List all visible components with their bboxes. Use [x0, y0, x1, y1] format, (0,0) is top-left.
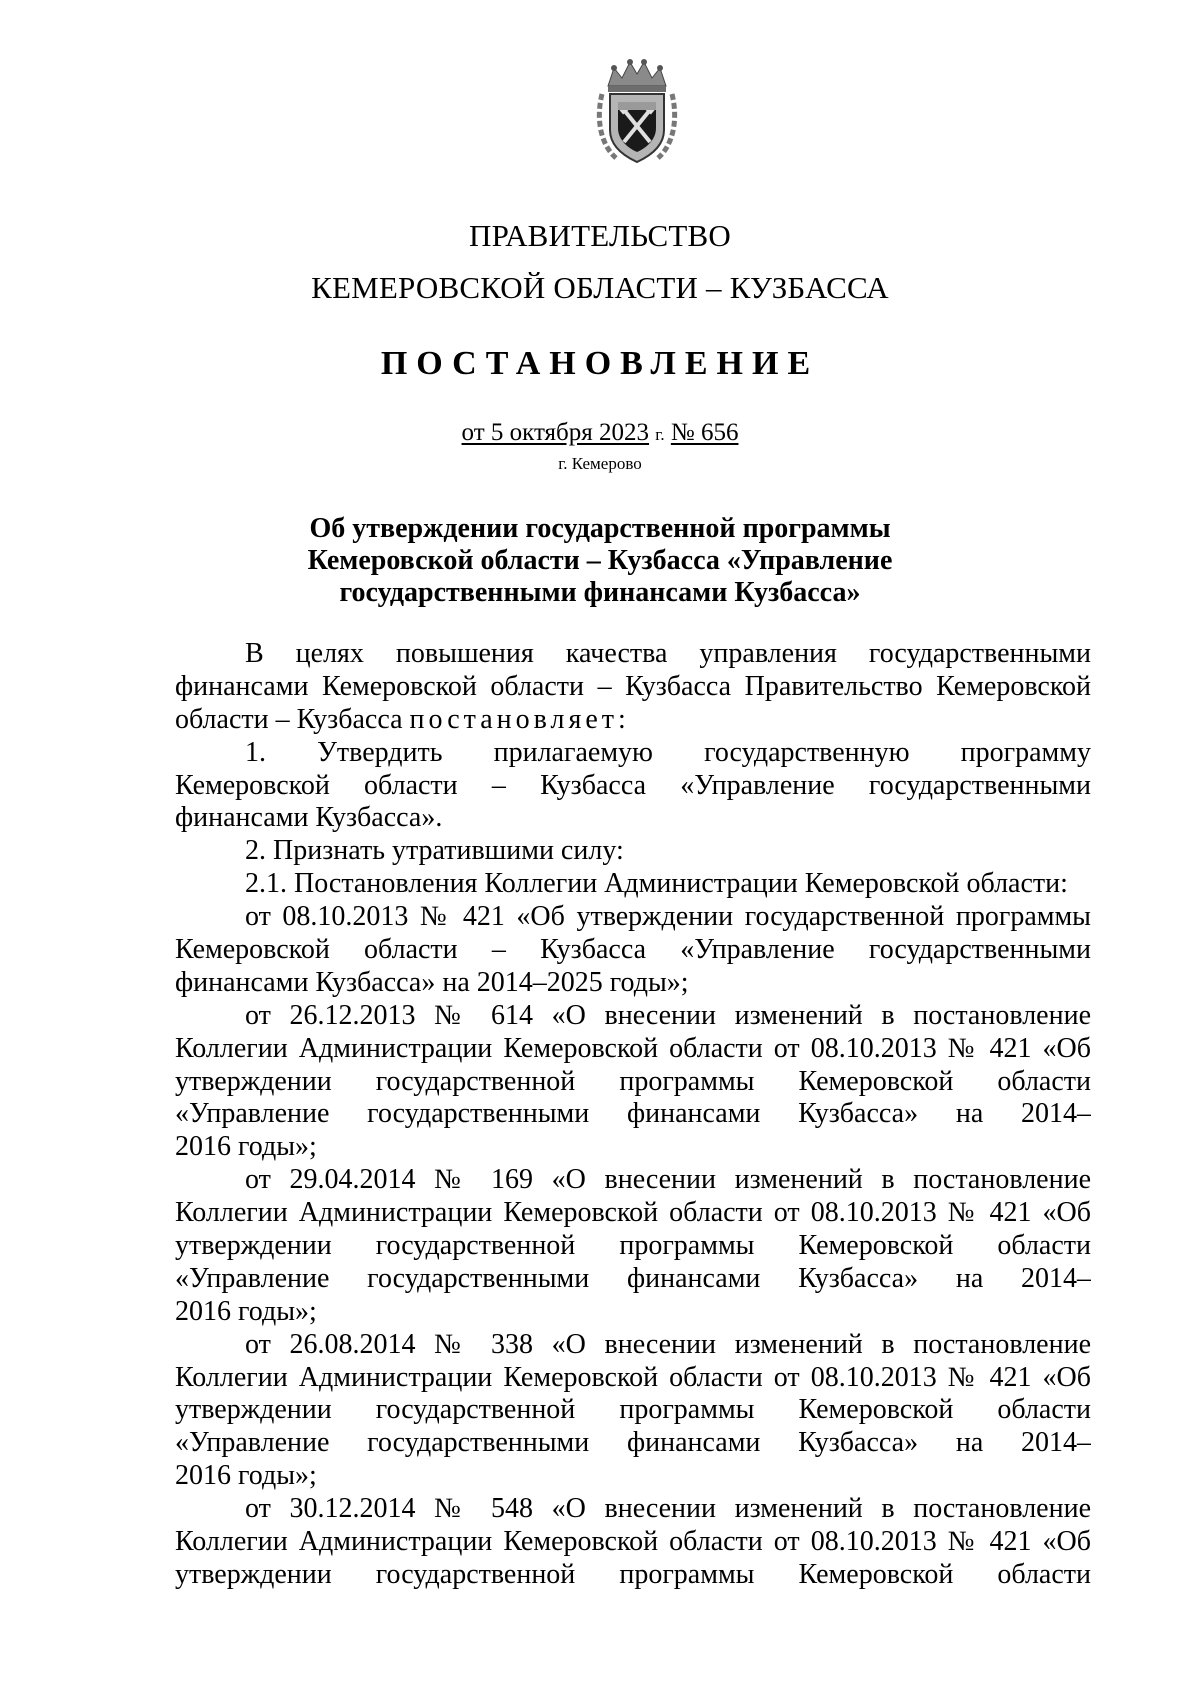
subject-line: Об утверждении государственной программы [309, 513, 891, 544]
kuzbass-coat-of-arms-icon [594, 58, 680, 166]
body-line: Коллегии Администрации Кемеровской области от 08.10.2013 № 421 «Об [175, 1526, 1091, 1558]
subject-line: государственными финансами Кузбасса» [339, 577, 861, 608]
body-text: области – Кузбасса [175, 703, 403, 735]
body-line: утверждении государственной программы Кемеровской области [175, 1394, 1091, 1426]
body-line: финансами Кузбасса». [175, 802, 443, 834]
document-type: ПОСТАНОВЛЕНИЕ [380, 345, 820, 382]
body-line: «Управление государственными финансами Кузбасса» на 2014– [175, 1098, 1091, 1130]
body-line: «Управление государственными финансами Кузбасса» на 2014– [175, 1427, 1091, 1459]
body-line: 2.1. Постановления Коллегии Администрации Кемеровской области: [245, 868, 1068, 900]
government-name-line1: ПРАВИТЕЛЬСТВО [469, 218, 731, 253]
document-city: г. Кемерово [558, 454, 642, 473]
document-subject [0, 513, 1200, 609]
body-line: Коллегии Администрации Кемеровской области от 08.10.2013 № 421 «Об [175, 1197, 1091, 1229]
body-line: финансами Кемеровской области – Кузбасса Правительство Кемеровской [175, 670, 1091, 702]
body-line: Кемеровской области – Кузбасса «Управление государственными [175, 769, 1091, 801]
body-line: утверждении государственной программы Кемеровской области [175, 1558, 1091, 1590]
body-line: «Управление государственными финансами Кузбасса» на 2014– [175, 1262, 1091, 1294]
document-date: от 5 октября 2023 [461, 419, 650, 446]
government-name-line2: КЕМЕРОВСКОЙ ОБЛАСТИ – КУЗБАССА [311, 270, 889, 305]
body-line [175, 704, 1091, 737]
body-line: 2016 годы»; [175, 1295, 317, 1327]
body-line: Кемеровской области – Кузбасса «Управление государственными [175, 934, 1091, 966]
document-dateline [0, 419, 1200, 447]
subject-line: Кемеровской области – Кузбасса «Управление [307, 545, 893, 576]
body-line: от 29.04.2014 № 169 «О внесении изменений в постановление [245, 1164, 1091, 1196]
body-line: от 08.10.2013 № 421 «Об утверждении государственной программы [245, 901, 1091, 933]
body-line: от 26.12.2013 № 614 «О внесении изменений в постановление [245, 999, 1091, 1031]
body-line: В целях повышения качества управления государственными [245, 638, 1091, 669]
body-line: утверждении государственной программы Кемеровской области [175, 1065, 1091, 1097]
body-line: 2. Признать утратившими силу: [245, 835, 624, 867]
body-text: : [618, 703, 626, 735]
year-abbrev: г. [655, 425, 665, 444]
body-spaced-word: постановляет [409, 703, 618, 735]
body-line: утверждении государственной программы Кемеровской области [175, 1230, 1091, 1262]
body-line: Коллегии Администрации Кемеровской области от 08.10.2013 № 421 «Об [175, 1361, 1091, 1393]
document-body [175, 638, 1091, 1592]
body-line: 2016 годы»; [175, 1131, 317, 1163]
body-line: финансами Кузбасса» на 2014–2025 годы»; [175, 966, 689, 998]
body-line: 2016 годы»; [175, 1460, 317, 1492]
body-line: Коллегии Администрации Кемеровской области от 08.10.2013 № 421 «Об [175, 1032, 1091, 1064]
body-line: от 26.08.2014 № 338 «О внесении изменений в постановление [245, 1328, 1091, 1360]
body-line: от 30.12.2014 № 548 «О внесении изменений в постановление [245, 1493, 1091, 1525]
body-line: 1. Утвердить прилагаемую государственную программу [245, 736, 1091, 768]
document-number: № 656 [670, 419, 739, 446]
